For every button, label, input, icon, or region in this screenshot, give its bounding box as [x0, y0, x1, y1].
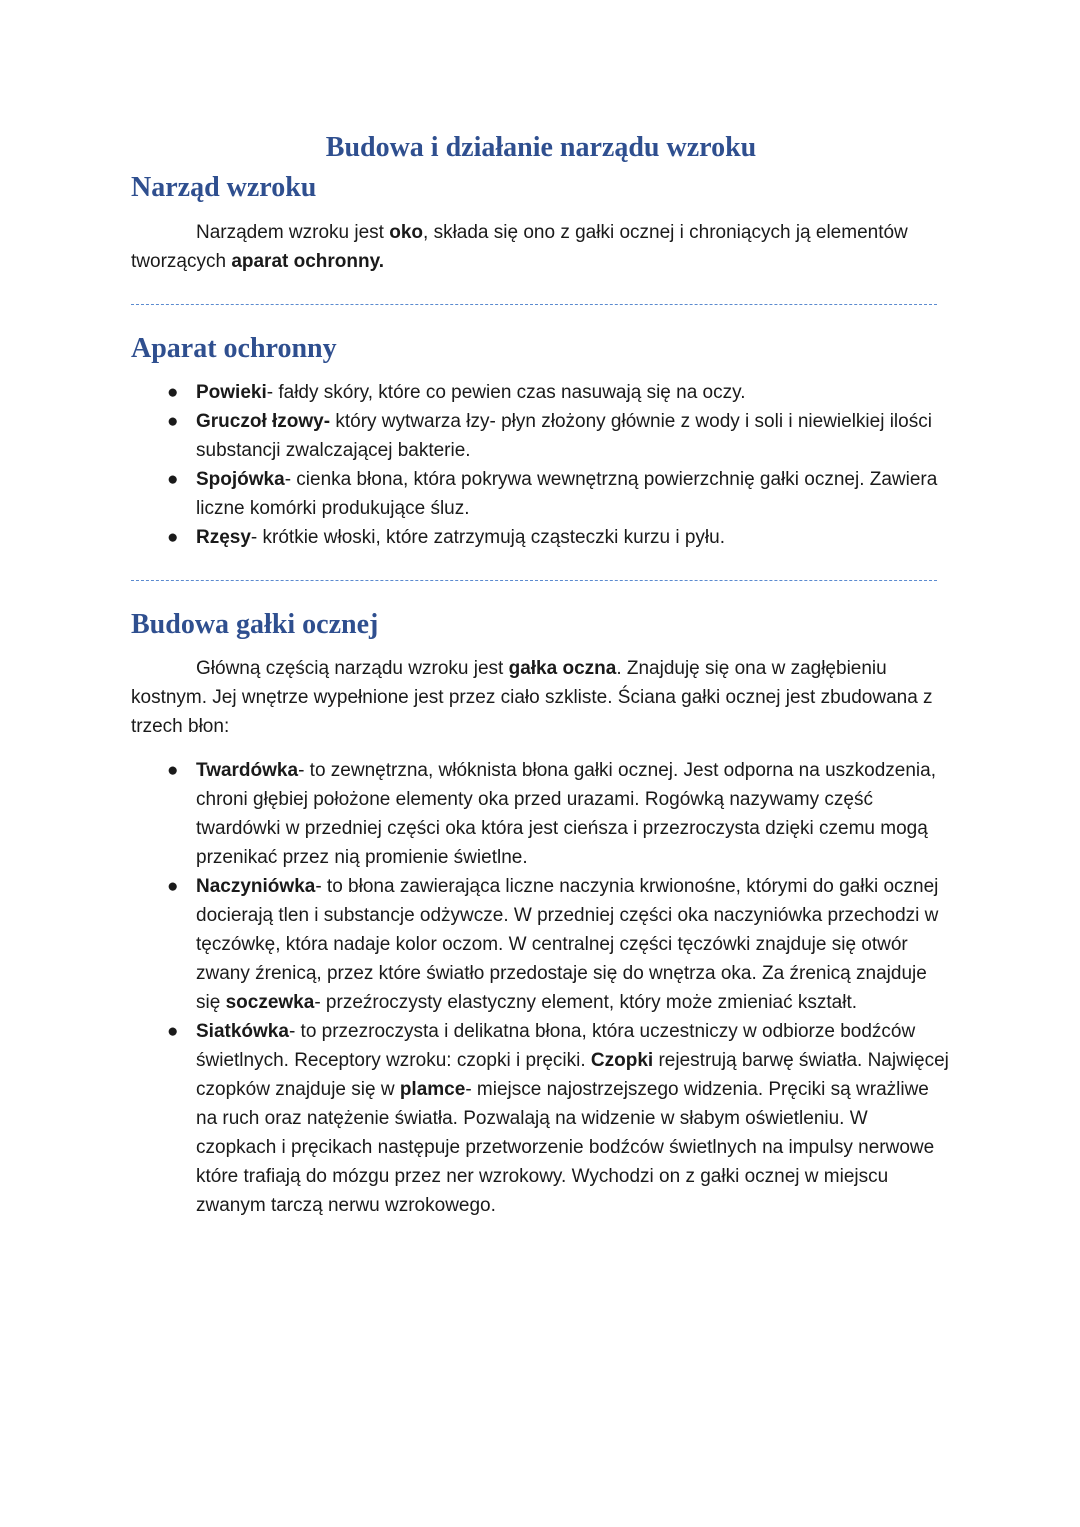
bold-term: Powieki — [196, 382, 267, 403]
dashed-separator — [131, 304, 937, 305]
text-run: , składa się ono z gałki ocznej i chroniących ją elementów tworzących — [131, 222, 908, 272]
text-run: - krótkie włoski, które zatrzymują cząsteczki kurzu i pyłu. — [250, 527, 725, 548]
text-run: - to zewnętrzna, włóknista błona gałki ocznej. Jest odporna na uszkodzenia, chroni głębiej położone elementy oka przed urazami. Rogówką nazywamy część twardówki w przedniej części oka która jest cieńsza i przezroczysta dzięki czemu mogą przenikać przez nią promienie świetlne. — [196, 760, 936, 868]
text-run: który wytwarza łzy- płyn złożony głównie z wody i soli i niewielkiej ilości substancji zwalczającej bakterie. — [196, 411, 932, 461]
section-heading-aparat: Aparat ochronny — [131, 333, 337, 364]
bold-term: Twardówka — [196, 760, 299, 781]
list-item — [167, 872, 951, 1017]
bullet-icon: ● — [167, 760, 179, 781]
text-run: Narządem wzroku jest — [196, 222, 390, 243]
bold-term: gałka oczna — [508, 658, 617, 679]
section-heading-budowa: Budowa gałki ocznej — [131, 609, 379, 640]
text-run: - to błona zawierająca liczne naczynia krwionośne, którymi do gałki ocznej docierają tlen i substancje odżywcze. W przedniej części oka naczyniówka przechodzi w tęczówkę, która nadaje kolor oczom. W centralnej części tęczówki znajduje się otwór zwany źrenicą, przez które światło przedostaje się do wnętrza oka. Za źrenicą znajduje się — [196, 876, 939, 1013]
bold-term: Spojówka — [196, 469, 285, 490]
bold-term: Czopki — [590, 1050, 654, 1071]
list-item — [167, 756, 951, 872]
bullet-icon: ● — [167, 469, 179, 490]
bullet-icon: ● — [167, 527, 179, 548]
bold-term: Naczyniówka — [196, 876, 316, 897]
bold-term: plamce — [399, 1079, 466, 1100]
text-run: - fałdy skóry, które co pewien czas nasuwają się na oczy. — [266, 382, 746, 403]
text-run: Główną częścią narządu wzroku jest — [196, 658, 509, 679]
document-title: Budowa i działanie narządu wzroku — [325, 132, 757, 163]
document-page — [131, 128, 951, 1220]
bold-term: Rzęsy — [196, 527, 251, 548]
paragraph-narzad — [131, 218, 951, 276]
paragraph-budowa — [131, 654, 951, 741]
section-heading-narzad: Narząd wzroku — [131, 172, 317, 203]
aparat-list — [131, 378, 951, 552]
bullet-icon: ● — [167, 876, 179, 897]
bold-term: aparat ochronny. — [231, 251, 385, 272]
bullet-icon: ● — [167, 411, 179, 432]
bold-term: soczewka — [225, 992, 315, 1013]
bullet-icon: ● — [167, 382, 179, 403]
list-item — [167, 523, 951, 552]
list-item — [167, 378, 951, 407]
budowa-list — [131, 756, 951, 1220]
text-run: - miejsce najostrzejszego widzenia. Pręciki są wrażliwe na ruch oraz natężenie światła. Pozwalają na widzenie w słabym oświetleniu. W czopkach i pręcikach następuje przetworzenie bodźców świetlnych na impulsy nerwowe które trafiają do mózgu przez ner wzrokowy. Wychodzi on z gałki ocznej w miejscu zwanym tarczą nerwu wzrokowego. — [196, 1079, 935, 1216]
text-run: . Znajduję się ona w zagłębieniu kostnym. Jej wnętrze wypełnione jest przez ciało szkliste. Ściana gałki ocznej jest zbudowana z trzech błon: — [131, 658, 933, 737]
text-run: - przeźroczysty elastyczny element, który może zmieniać kształt. — [314, 992, 858, 1013]
dashed-separator — [131, 580, 937, 581]
text-run: - cienka błona, która pokrywa wewnętrzną powierzchnię gałki ocznej. Zawiera liczne komórki produkujące śluz. — [196, 469, 938, 519]
bullet-icon: ● — [167, 1021, 179, 1042]
bold-term: Siatkówka — [196, 1021, 289, 1042]
text-run: rejestrują barwę światła. Najwięcej czopków znajduje się w — [196, 1050, 949, 1100]
list-item — [167, 1017, 951, 1220]
list-item — [167, 465, 951, 523]
bold-term: oko — [389, 222, 424, 243]
text-run: - to przezroczysta i delikatna błona, która uczestniczy w odbiorze bodźców świetlnych. Receptory wzroku: czopki i pręciki. — [196, 1021, 916, 1071]
list-item — [167, 407, 951, 465]
bold-term: Gruczoł łzowy- — [196, 411, 331, 432]
